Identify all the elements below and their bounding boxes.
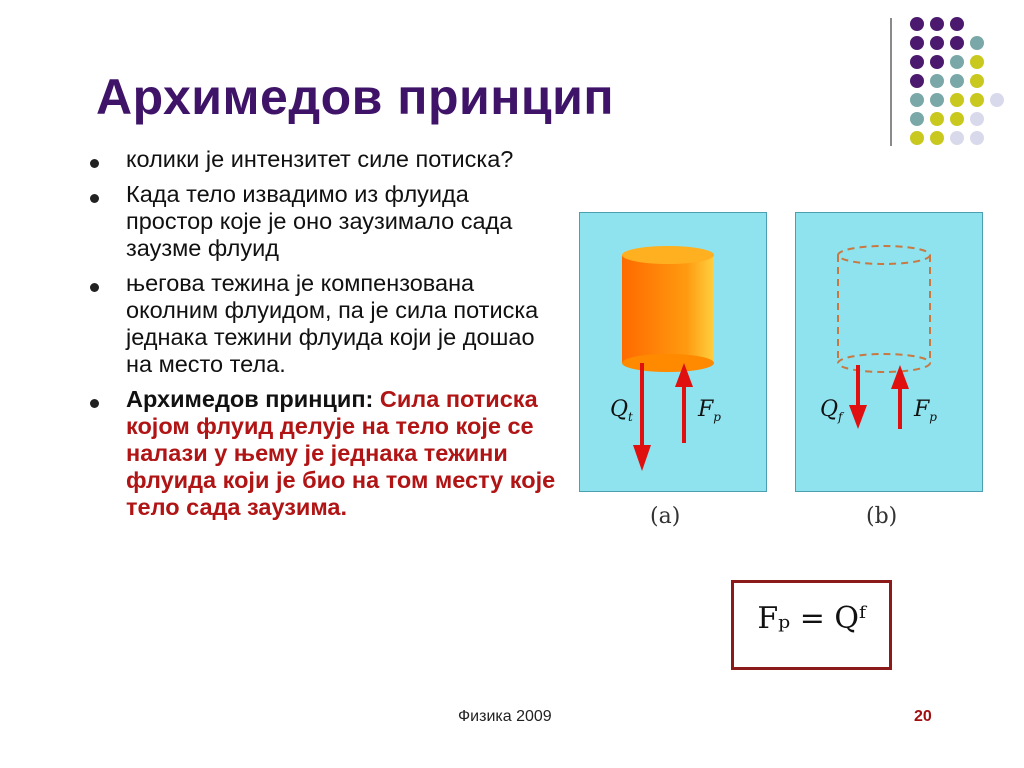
page-number: 20 (914, 708, 932, 725)
decor-dot (930, 36, 944, 50)
decor-dot (970, 55, 984, 69)
slide-title: Архимедов принцип (96, 69, 615, 125)
bullet-item (88, 270, 558, 378)
weight-arrow-down (633, 363, 651, 471)
decor-dot (930, 74, 944, 88)
decor-dot (950, 131, 964, 145)
decor-dot (950, 93, 964, 107)
decor-dot (950, 36, 964, 50)
bullet-dot-icon (90, 283, 99, 292)
decor-dot (970, 112, 984, 126)
decor-dot (910, 112, 924, 126)
decor-dot (970, 131, 984, 145)
fluid-weight-arrow-down (849, 365, 867, 429)
buoyancy-arrow-up (675, 363, 693, 443)
bullet-text: колики је интензитет силе потиска? (126, 146, 514, 172)
panel-a-drawing (580, 213, 766, 491)
decor-dot (930, 55, 944, 69)
panel-b-drawing (796, 213, 982, 491)
cylinder-solid (622, 246, 714, 372)
bullet-item (88, 181, 558, 262)
decor-dot (930, 131, 944, 145)
principle-lead: Архимедов принцип: (126, 386, 380, 412)
decor-dot (910, 93, 924, 107)
footer-text: Физика 2009 (458, 708, 552, 725)
bullet-text: Када тело извадимо из флуида простор које је оно заузимало сада заузме флуид (126, 181, 513, 261)
label-buoyancy: $F_p$ (914, 397, 937, 424)
bullet-item (88, 386, 558, 521)
label-fluid-weight: $Q_f$ (820, 397, 843, 424)
decorative-dot-grid (900, 14, 1020, 144)
decor-dot (950, 17, 964, 31)
cylinder-dashed-outline (838, 246, 930, 372)
decorative-divider (890, 18, 892, 146)
caption-panel-a: (a) (650, 504, 681, 529)
formula-box (731, 580, 892, 670)
decor-dot (910, 17, 924, 31)
bullet-dot-icon (90, 159, 99, 168)
bullet-list (88, 146, 558, 529)
decor-dot (950, 112, 964, 126)
decor-dot (930, 93, 944, 107)
decor-dot (950, 55, 964, 69)
caption-panel-b: (b) (866, 504, 898, 529)
decor-dot (970, 74, 984, 88)
decor-dot (930, 112, 944, 126)
principle-statement: Сила потиска којом флуид делује на тело које се налази у њему је једнака тежини флуида који је био на том месту које тело сада заузима. (126, 386, 556, 520)
bullet-dot-icon (90, 194, 99, 203)
bullet-text: његова тежина је компензована околним флуидом, па је сила потиска једнака тежини флуида који је дошао на место тела. (126, 270, 539, 377)
bullet-item (88, 146, 558, 173)
decor-dot (910, 36, 924, 50)
decor-dot (970, 93, 984, 107)
decor-dot (910, 55, 924, 69)
decor-dot (990, 93, 1004, 107)
decor-dot (930, 17, 944, 31)
decor-dot (910, 131, 924, 145)
bullet-dot-icon (90, 399, 99, 408)
decor-dot (910, 74, 924, 88)
decor-dot (950, 74, 964, 88)
figure-panel-b (795, 212, 983, 492)
buoyancy-arrow-up (891, 365, 909, 429)
figure-panel-a (579, 212, 767, 492)
formula-text: Fₚ = Qᶠ (757, 601, 866, 636)
label-weight: $Q_t$ (610, 397, 633, 424)
decor-dot (970, 36, 984, 50)
label-buoyancy: $F_p$ (698, 397, 721, 424)
